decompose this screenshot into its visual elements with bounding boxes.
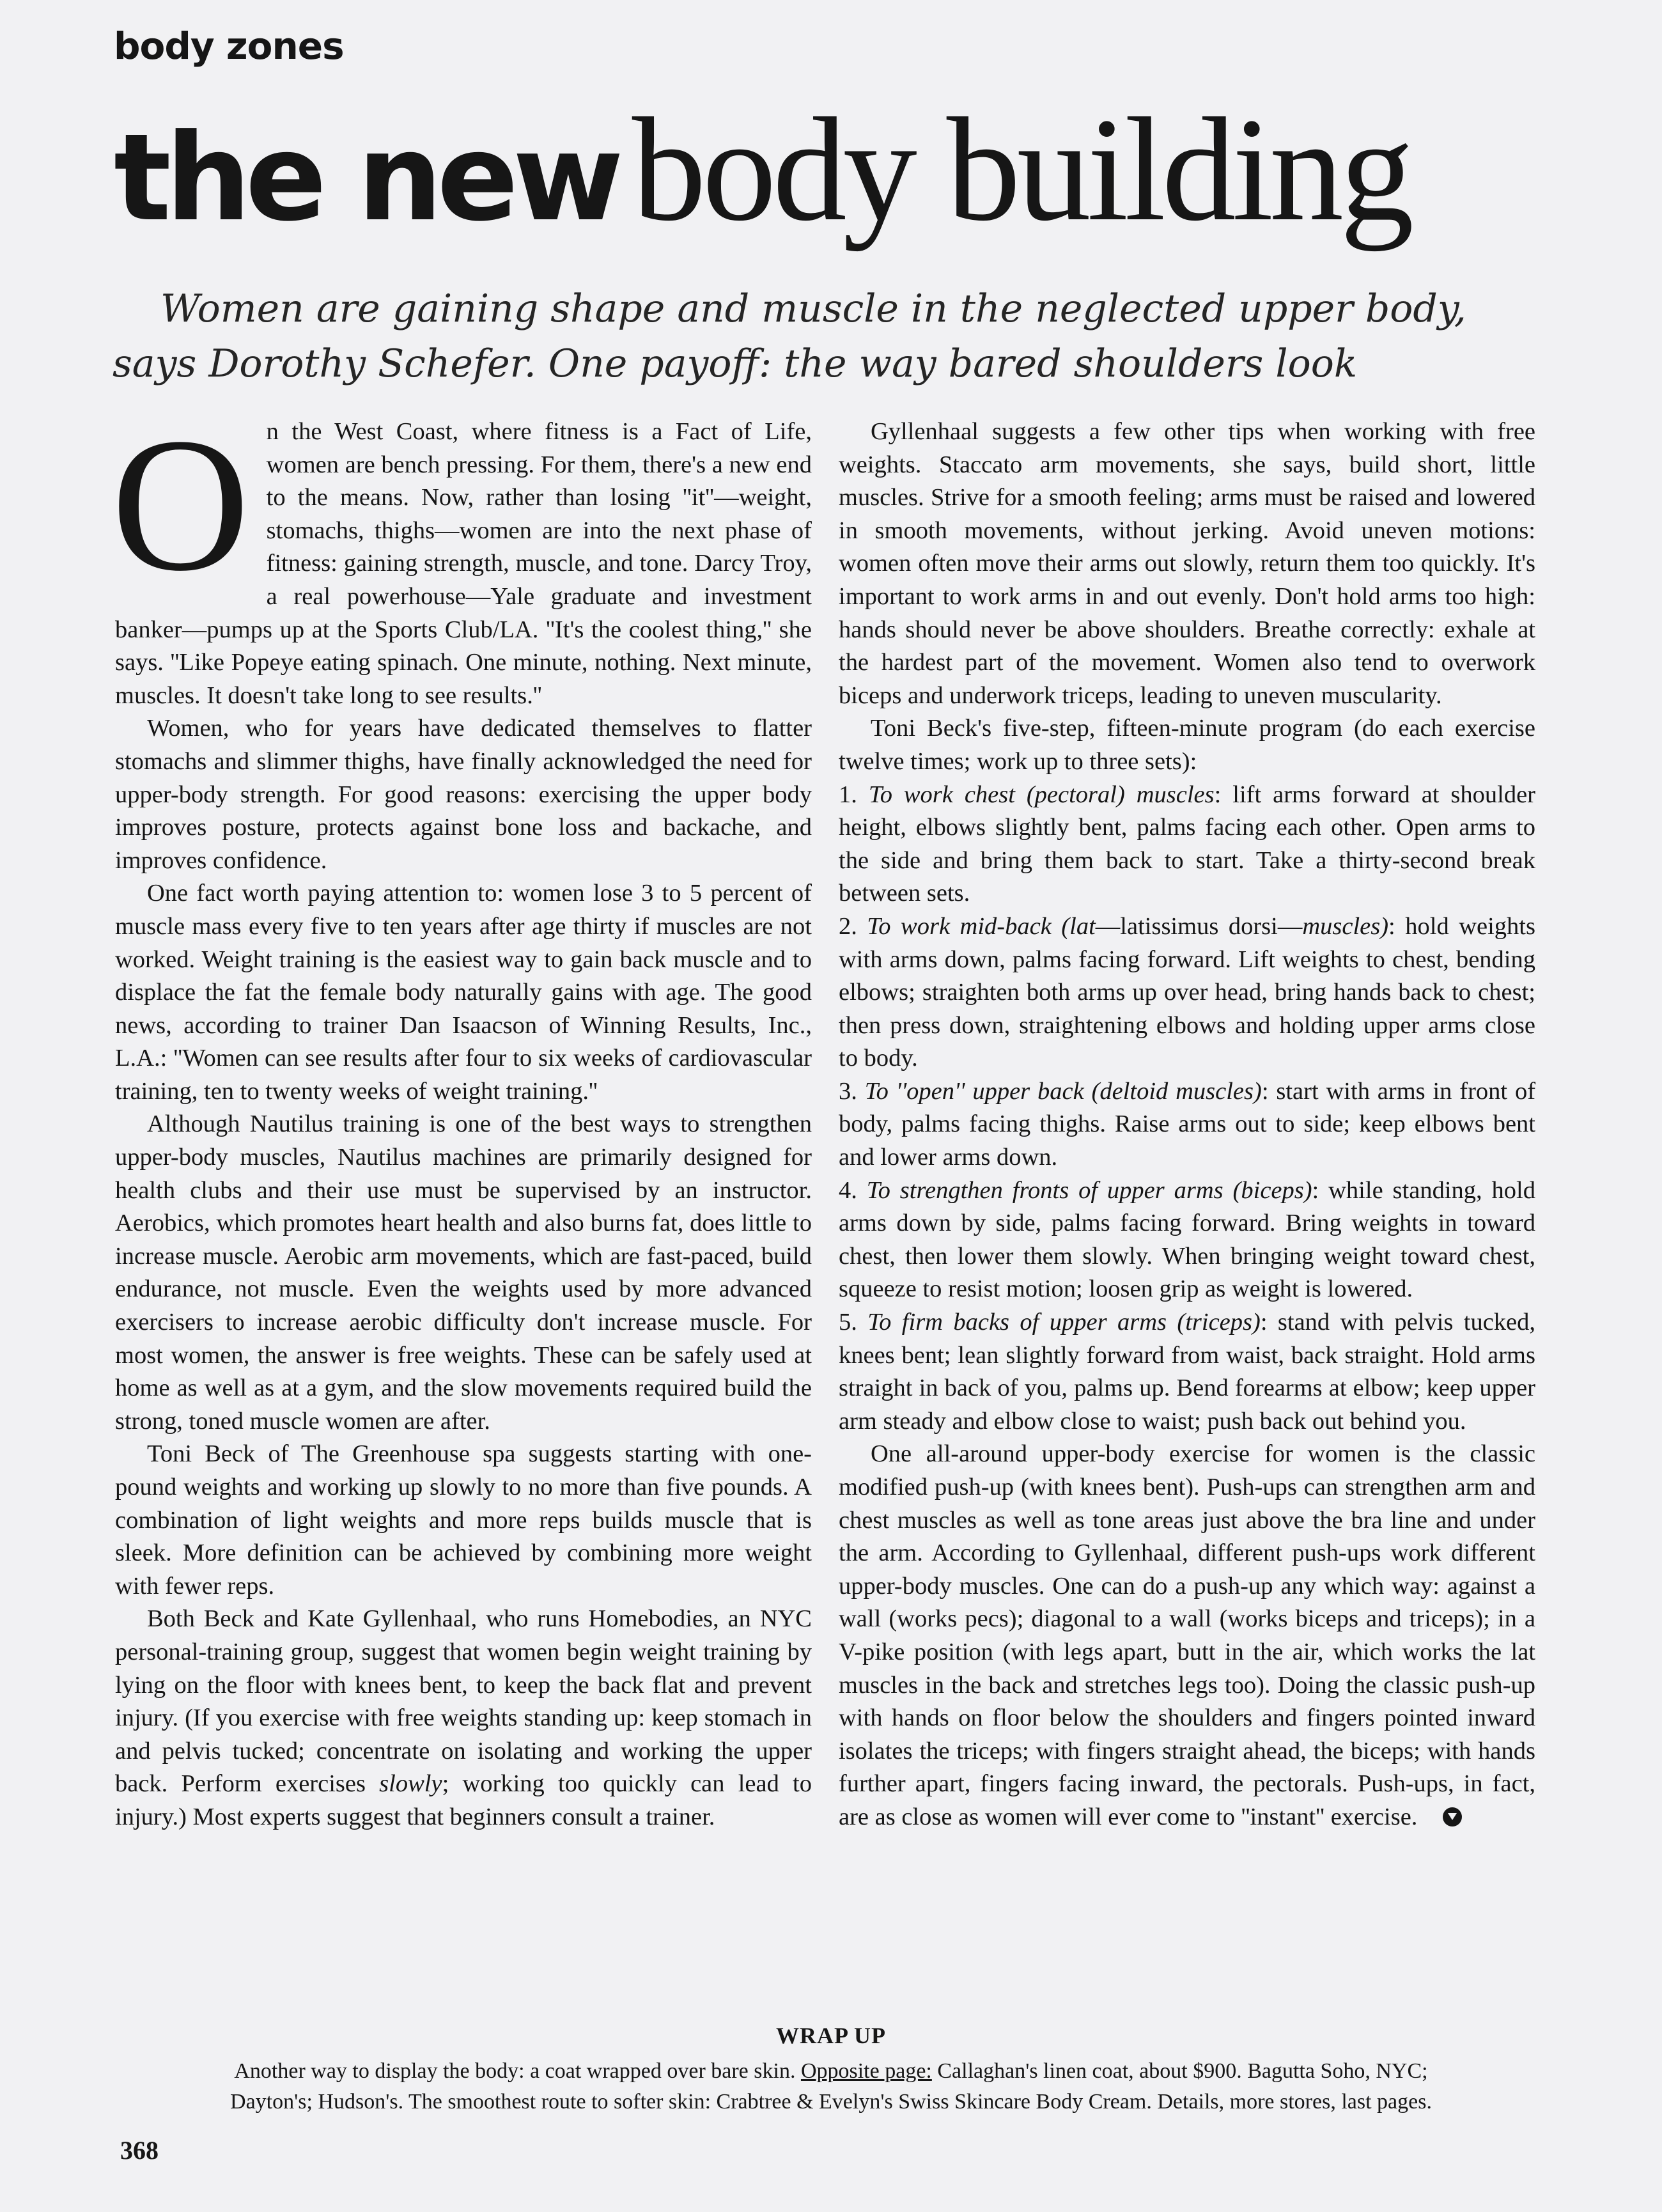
item-number: 4. bbox=[839, 1176, 867, 1204]
paragraph-text: One all-around upper-body exercise for women is the classic modified push-up (with knees bent). Push-ups can strengthen arm and chest muscles as well as tone areas just above the bra line and under the arm. According to Gyllenhaal, different push-ups work different upper-body muscles. One can do a push-up any which way: against a wall (works pecs); diagonal to a wall (works biceps and triceps); in a V-pike position (with legs apart, butt in the air, which works the lat muscles in the back and stretches legs too). Doing the classic push-up with hands on floor below the shoulders and fingers pointed inward isolates the triceps; with fingers straight ahead, the biceps; with hands further apart, fingers facing inward, the pectorals. Push-ups, in fact, are as close as women will ever come to ''instant'' exercise. bbox=[839, 1440, 1535, 1830]
paragraph-intro bbox=[111, 398, 812, 712]
left-column bbox=[111, 398, 812, 1834]
headline-light: body building bbox=[632, 88, 1411, 252]
item-text: : start with arms in front of body, palms facing thighs. Raise arms out to side; keep elbows bent and lower arms down. bbox=[839, 1077, 1536, 1171]
item-label: To ''open'' upper back (deltoid muscles) bbox=[864, 1077, 1262, 1105]
wrap-up-title: WRAP UP bbox=[776, 2023, 886, 2048]
paragraph: Women, who for years have dedicated themselves to flatter stomachs and slimmer thighs, have finally acknowledged the need for upper-body strength. For good reasons: exercising the upper body improves posture, protects against bone loss and backache, and improves confidence. bbox=[115, 715, 812, 874]
wrap-up-line-2: Dayton's; Hudson's. The smoothest route to softer skin: Crabtree & Evelyn's Swiss Skincare Body Cream. Details, more stores, last pages. bbox=[230, 2090, 1432, 2114]
item-label: To strengthen fronts of upper arms (biceps) bbox=[866, 1176, 1312, 1204]
item-label: To work mid-back (lat bbox=[867, 912, 1096, 940]
paragraph-text: Both Beck and Kate Gyllenhaal, who runs Homebodies, an NYC personal-training group, suggest that women begin weight training by lying on the floor with knees bent, to keep the back flat and prevent injury. (If you exercise with free weights standing up: keep stomach in and pelvis tucked; concentrate on isolating and working the upper back. Perform exercises bbox=[115, 1605, 812, 1798]
item-number: 3. bbox=[839, 1077, 865, 1105]
item-text: : stand with pelvis tucked, knees bent; lean slightly forward from waist, back straight. Hold arms straight in back of you, palms up. Bend forearms at elbow; keep upper arm steady and elbow close to waist; push back out behind you. bbox=[839, 1309, 1536, 1435]
exercise-item bbox=[839, 1306, 1535, 1438]
paragraph-text: ; working too quickly can lead to injury.) Most experts suggest that beginners consult a trainer. bbox=[115, 1770, 812, 1830]
end-mark-icon bbox=[1443, 1807, 1462, 1826]
item-text: : lift arms forward at shoulder height, elbows slightly bent, palms facing each other. Open arms to the side and bring them back to start. Take a thirty-second break between sets. bbox=[839, 781, 1535, 907]
deck bbox=[113, 281, 1551, 391]
deck-line-1: Women are gaining shape and muscle in the neglected upper body, bbox=[160, 286, 1466, 331]
paragraph-closing bbox=[839, 1438, 1535, 1834]
right-column bbox=[839, 416, 1535, 1834]
paragraph bbox=[115, 1603, 812, 1834]
item-label: To firm backs of upper arms (triceps) bbox=[867, 1309, 1261, 1336]
item-number: 1. bbox=[839, 781, 869, 808]
deck-line-2: says Dorothy Schefer. One payoff: the way bared shoulders look bbox=[113, 341, 1358, 386]
opposite-page-label: Opposite page: bbox=[800, 2059, 932, 2083]
paragraph: Gyllenhaal suggests a few other tips when working with free weights. Staccato arm movements, she says, build short, little muscles. Strive for a smooth feeling; arms must be raised and lowered in smooth movements, without jerking. Avoid uneven motions: women often move their arms out slowly, return them too quickly. It's important to work arms in and out evenly. Don't hold arms too high: hands should never be above shoulders. Breathe correctly: exhale at the hardest part of the movement. Women also tend to overwork biceps and underwork triceps, leading to uneven muscularity. bbox=[839, 418, 1535, 709]
exercise-item bbox=[839, 1174, 1535, 1306]
item-number: 2. bbox=[839, 912, 867, 940]
wrap-up-text: Another way to display the body: a coat wrapped over bare skin. bbox=[234, 2059, 801, 2083]
exercise-item bbox=[839, 779, 1535, 910]
item-label-roman: —latissimus dorsi— bbox=[1095, 912, 1303, 940]
item-text: : while standing, hold arms down by side, palms facing forward. Bring weights in toward chest, then lower them slowly. When bringing weight toward chest, squeeze to resist motion; loosen grip as weight is lowered. bbox=[839, 1176, 1535, 1303]
item-label: To work chest (pectoral) muscles bbox=[868, 781, 1215, 808]
item-number: 5. bbox=[839, 1309, 868, 1336]
wrap-up-line-1 bbox=[128, 2056, 1534, 2087]
drop-cap: O bbox=[111, 398, 250, 611]
wrap-up-text: Callaghan's linen coat, about $900. Bagutta Soho, NYC; bbox=[931, 2059, 1428, 2083]
exercise-item bbox=[839, 1075, 1535, 1174]
paragraph-intro-text: n the West Coast, where fitness is a Fact of Life, women are bench pressing. For them, there's a new end to the means. Now, rather than losing ''it''—weight, stomachs, thighs—women are into the next phase of fitness: gaining strength, muscle, and tone. Darcy Troy, a real powerhouse—Yale graduate and investment banker—pumps up at the Sports Club/LA. ''It's the coolest thing,'' she says. ''Like Popeye eating spinach. One minute, nothing. Next minute, muscles. It doesn't take long to see results.'' bbox=[115, 418, 812, 709]
wrap-up bbox=[128, 2020, 1534, 2117]
headline bbox=[114, 88, 1411, 252]
paragraph: Toni Beck of The Greenhouse spa suggests starting with one-pound weights and working up slowly to no more than five pounds. A combination of light weights and more reps builds muscle that is sleek. More definition can be achieved by combining more weight with fewer reps. bbox=[115, 1440, 812, 1600]
item-label: muscles) bbox=[1302, 912, 1389, 940]
exercise-item bbox=[839, 910, 1535, 1075]
paragraph: Although Nautilus training is one of the best ways to strengthen upper-body muscles, Nautilus machines are primarily designed for health clubs and their use must be supervised by an instructor. Aerobics, which promotes heart health and also burns fat, does little to increase muscle. Aerobic arm movements, which are fast-paced, build endurance, not muscle. Even the weights used by more advanced exercisers to increase aerobic difficulty don't increase muscle. For most women, the answer is free weights. These can be safely used at home as well as at a gym, and the slow movements required build the strong, toned muscle women are after. bbox=[115, 1110, 812, 1435]
headline-bold: the new bbox=[114, 108, 618, 248]
section-label: body zones bbox=[114, 24, 344, 68]
item-text: : hold weights with arms down, palms facing forward. Lift weights to chest, bending elbows; straighten both arms up over head, bring hands back to chest; then press down, straightening elbows and holding upper arms close to body. bbox=[839, 912, 1535, 1072]
page-number: 368 bbox=[120, 2136, 159, 2165]
emphasis: slowly bbox=[379, 1770, 442, 1798]
paragraph: One fact worth paying attention to: women lose 3 to 5 percent of muscle mass every five to ten years after age thirty if muscles are not worked. Weight training is the easiest way to gain back muscle and to displace the fat the female body naturally gains with age. The good news, according to trainer Dan Isaacson of Winning Results, Inc., L.A.: ''Women can see results after four to six weeks of cardiovascular training, ten to twenty weeks of weight training.'' bbox=[115, 880, 812, 1105]
paragraph: Toni Beck's five-step, fifteen-minute program (do each exercise twelve times; work up to three sets): bbox=[839, 715, 1535, 775]
